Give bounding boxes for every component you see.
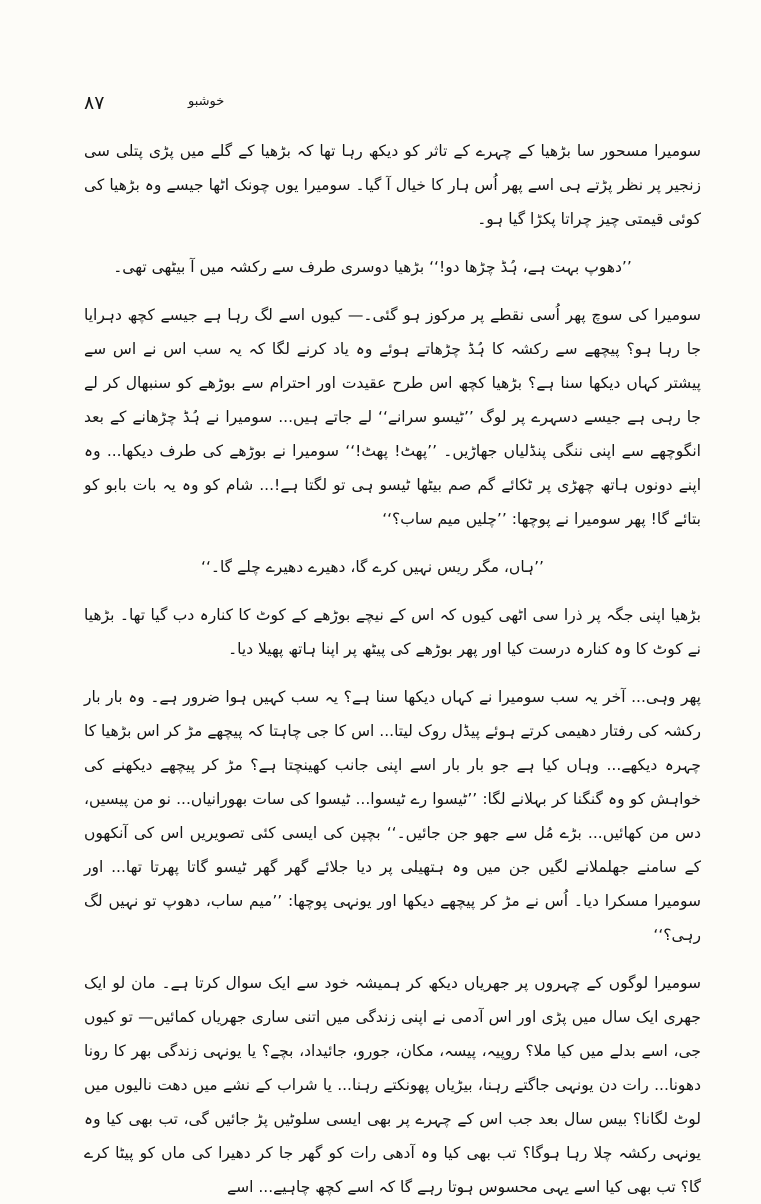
- paragraph-3: سومیرا کی سوچ پھر اُسی نقطے پر مرکوز ہو گئی۔— کیوں اسے لگ رہا ہے جیسے کچھ دہرایا جا رہا ہو؟ پیچھے سے رکشہ کا ہُڈ چڑھاتے ہوئے وہ یاد کرنے لگا کہ یہ سب اس نے اس سے پیشتر کہاں دیکھا سنا ہے؟ بڑھیا کچھ اس طرح عقیدت اور احترام سے بوڑھے کو سنبھال کر لے جا رہی ہے جیسے دسہرے پر لوگ ’’ٹیسو سرانے‘‘ لے جاتے ہیں... سومیرا نے ہُڈ چڑھانے کے بعد انگوچھے سے اپنی ننگی پنڈلیاں جھاڑیں۔ ’’پھٹ! پھٹ!‘‘ سومیرا نے بوڑھے کی طرف دیکھا... وہ اپنے دونوں ہاتھ چھڑی پر ٹکائے گم صم بیٹھا ٹیسو ہی تو لگتا ہے!... شام کو وہ یہ بات بابو کو بتائے گا! پھر سومیرا نے پوچھا: ’’چلیں میم ساب؟‘‘: [84, 306, 701, 528]
- body-text: [84, 134, 701, 1204]
- paragraph-2: ’’دھوپ بہت ہے، ہُڈ چڑھا دو!‘‘ بڑھیا دوسری طرف سے رکشہ میں آ بیٹھی تھی۔: [113, 258, 632, 276]
- page-header: [84, 92, 701, 120]
- paragraph-4: ’’ہاں، مگر ریس نہیں کرے گا، دھیرے دھیرے چلے گا۔‘‘: [201, 558, 544, 576]
- paragraph-1: سومیرا مسحور سا بڑھیا کے چہرے کے تاثر کو دیکھ رہا تھا کہ بڑھیا کے گلے میں پڑی پتلی سی زنجیر پر نظر پڑتے ہی اسے پھر اُس ہار کا خیال آ گیا۔ سومیرا یوں چونک اٹھا جیسے وہ بڑھیا کی کوئی قیمتی چیز چراتا پکڑا گیا ہو۔: [84, 142, 701, 228]
- paragraph-7: سومیرا لوگوں کے چہروں پر جھریاں دیکھ کر ہمیشہ خود سے ایک سوال کرتا ہے۔ مان لو ایک جھری ایک سال میں پڑی اور اس آدمی نے اپنی زندگی میں اتنی ساری جھریاں کمائیں— تو کیوں جی، اسے بدلے میں کیا ملا؟ روپیہ، پیسہ، مکان، جورو، جائیداد، بچے؟ یا یونہی زندگی بھر کا رونا دھونا... رات دن یونہی جاگتے رہنا، بیڑیاں پھونکتے رہنا... یا شراب کے نشے میں دھت نالیوں میں لوٹ لگانا؟ بیس سال بعد جب اس کے چہرے پر بھی ایسی سلوٹیں پڑ جائیں گی، تب بھی کیا وہ یونہی رکشہ چلا رہا ہوگا؟ تب بھی کیا وہ آدھی رات کو گھر جا کر دھیرا کی ماں کو پیٹا کرے گا؟ تب بھی کیا اسے یہی محسوس ہوتا رہے گا کہ اسے کچھ چاہیے... اسے: [84, 974, 701, 1196]
- page-number: ٨٧: [84, 92, 105, 114]
- running-title: خوشبو: [188, 94, 225, 109]
- paragraph-5: بڑھیا اپنی جگہ پر ذرا سی اٹھی کیوں کہ اس کے نیچے بوڑھے کے کوٹ کا کنارہ دب گیا تھا۔ بڑھیا نے کوٹ کا وہ کنارہ درست کیا اور پھر بوڑھے کی پیٹھ پر اپنا ہاتھ پھیلا دیا۔: [84, 606, 701, 658]
- paragraph-6: پھر وہی... آخر یہ سب سومیرا نے کہاں دیکھا سنا ہے؟ یہ سب کہیں ہوا ضرور ہے۔ وہ بار بار رکشہ کی رفتار دھیمی کرتے ہوئے پیڈل روک لیتا... اس کا جی چاہتا کہ پیچھے مڑ کر اس بڑھیا کا چہرہ دیکھے... وہاں کیا ہے جو بار بار اسے اپنی جانب کھینچتا ہے؟ مڑ کر پیچھے دیکھنے کی خواہش کو وہ گنگنا کر بہلانے لگا: ’’ٹیسوا رے ٹیسوا... ٹیسوا کی سات بھورانیاں... نو من پیسیں، دس من کھائیں... بڑے مُل سے جھو جن جائیں۔‘‘ بچپن کی ایسی کئی تصویریں اس کی آنکھوں کے سامنے جھلملانے لگیں جن میں وہ ہتھیلی پر دیا جلائے گھر گھر ٹیسو گاتا پھرتا تھا... اور سومیرا مسکرا دیا۔ اُس نے مڑ کر پیچھے دیکھا اور یونہی پوچھا: ’’میم ساب، دھوپ تو نہیں لگ رہی؟‘‘: [84, 688, 701, 944]
